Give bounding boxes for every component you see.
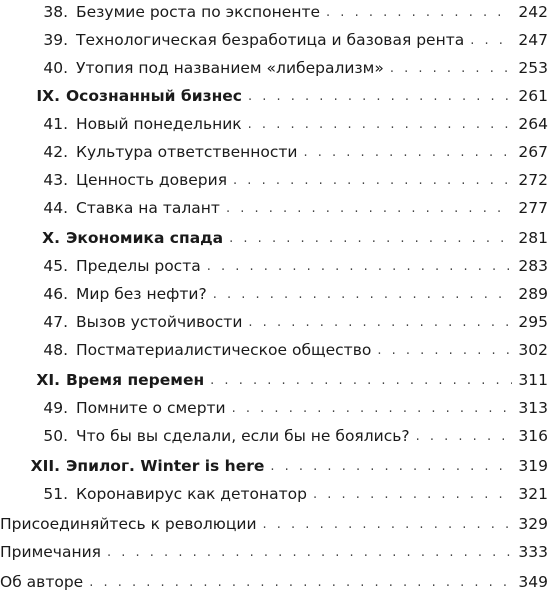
toc-entry-number: 49. (43, 399, 68, 417)
toc-section-row[interactable] (0, 248, 548, 276)
dot-leader (470, 32, 512, 50)
toc-section-row[interactable] (0, 390, 548, 418)
toc-entry-title: Примечания (0, 543, 101, 561)
toc-entry-title: Время перемен (66, 371, 205, 389)
toc-page-number: 311 (518, 371, 548, 389)
toc-entry-title: Утопия под названием «либерализм» (76, 59, 384, 77)
dot-leader (326, 4, 512, 22)
toc-entry-number: 40. (43, 59, 68, 77)
toc-entry-number: 50. (43, 427, 68, 445)
dot-leader (248, 88, 512, 106)
dot-leader (248, 116, 513, 134)
toc-entry-number: XII. (30, 457, 60, 475)
toc-section-row[interactable] (0, 50, 548, 78)
toc-entry-number: 42. (43, 143, 68, 161)
dot-leader (233, 172, 512, 190)
toc-entry-number: 46. (43, 285, 68, 303)
toc-section-row[interactable] (0, 134, 548, 162)
toc-entry-number: 38. (43, 3, 68, 21)
dot-leader (248, 314, 512, 332)
toc-entry-title: Технологическая безработица и базовая рента (76, 31, 465, 49)
toc-section-row[interactable] (0, 418, 548, 446)
toc-section-row[interactable] (0, 106, 548, 134)
toc-entry-title: Присоединяйтесь к революции (0, 515, 257, 533)
toc-page-number: 253 (518, 59, 548, 77)
toc-section-row[interactable] (0, 162, 548, 190)
toc-entry-number: 43. (43, 171, 68, 189)
toc-entry-title: Мир без нефти? (76, 285, 207, 303)
toc-entry-number: 51. (43, 485, 68, 503)
toc-entry-number: 47. (43, 313, 68, 331)
toc-entry-number: 45. (43, 257, 68, 275)
dot-leader (313, 486, 512, 504)
toc-page-number: 321 (518, 485, 548, 503)
toc-entry-title: Новый понедельник (76, 115, 242, 133)
toc-page-number: 319 (518, 457, 548, 475)
toc-entry-number: X. (42, 229, 60, 247)
toc-page-number: 333 (518, 543, 548, 561)
dot-leader (207, 258, 513, 276)
dot-leader (232, 400, 513, 418)
toc-entry-title: Вызов устойчивости (76, 313, 243, 331)
dot-leader (304, 144, 513, 162)
toc-entry-title: Пределы роста (76, 257, 201, 275)
toc-page-number: 242 (518, 3, 548, 21)
toc-section-row[interactable] (0, 476, 548, 504)
toc-entry-title: Эпилог. Winter is here (66, 457, 265, 475)
toc-section-row[interactable] (0, 22, 548, 50)
toc-entry-title: Помните о смерти (76, 399, 226, 417)
toc-page-number: 264 (518, 115, 548, 133)
toc-page-number: 316 (518, 427, 548, 445)
toc-top-row[interactable] (0, 564, 548, 592)
toc-chapter-row[interactable] (0, 78, 548, 106)
toc-chapter-row[interactable] (0, 448, 548, 476)
toc-page-number: 329 (518, 515, 548, 533)
toc-entry-title: Ставка на талант (76, 199, 220, 217)
toc-entry-number: XI. (36, 371, 60, 389)
toc-page-number: 261 (518, 87, 548, 105)
toc-section-row[interactable] (0, 0, 548, 22)
toc-entry-title: Постматериалистическое общество (76, 341, 372, 359)
dot-leader (263, 516, 513, 534)
toc-entry-title: Об авторе (0, 573, 84, 591)
toc-top-row[interactable] (0, 506, 548, 534)
toc-section-row[interactable] (0, 190, 548, 218)
dot-leader (210, 372, 512, 390)
dot-leader (107, 544, 512, 562)
toc-entry-title: Коронавирус как детонатор (76, 485, 308, 503)
toc-entry-title: Экономика спада (66, 229, 224, 247)
toc-page-number: 247 (518, 31, 548, 49)
toc-entry-number: 44. (43, 199, 68, 217)
toc-entry-title: Ценность доверия (76, 171, 228, 189)
toc-entry-title: Что бы вы сделали, если бы не боялись? (76, 427, 410, 445)
toc-chapter-row[interactable] (0, 362, 548, 390)
toc-page-number: 349 (518, 573, 548, 591)
toc-entry-number: 41. (43, 115, 68, 133)
dot-leader (416, 428, 513, 446)
toc-section-row[interactable] (0, 304, 548, 332)
toc-entry-number: 48. (43, 341, 68, 359)
toc-page-number: 302 (518, 341, 548, 359)
dot-leader (270, 458, 512, 476)
toc-page-number: 281 (518, 229, 548, 247)
dot-leader (226, 200, 512, 218)
toc-chapter-row[interactable] (0, 220, 548, 248)
toc-page-number: 295 (518, 313, 548, 331)
dot-leader (213, 286, 513, 304)
toc-entry-number: 39. (43, 31, 68, 49)
toc-page-number: 289 (518, 285, 548, 303)
toc-entry-title: Культура ответственности (76, 143, 298, 161)
dot-leader (377, 342, 512, 360)
toc-entry-number: IX. (36, 87, 60, 105)
toc-page-number: 277 (518, 199, 548, 217)
toc-section-row[interactable] (0, 332, 548, 360)
toc-entry-title: Осознанный бизнес (66, 87, 242, 105)
toc-section-row[interactable] (0, 276, 548, 304)
toc-page-number: 267 (518, 143, 548, 161)
toc-top-row[interactable] (0, 534, 548, 562)
dot-leader (229, 230, 512, 248)
toc-entry-title: Безумие роста по экспоненте (76, 3, 321, 21)
dot-leader (89, 574, 512, 592)
toc-page-number: 313 (518, 399, 548, 417)
toc-page-number: 283 (518, 257, 548, 275)
toc-page-number: 272 (518, 171, 548, 189)
dot-leader (390, 60, 513, 78)
